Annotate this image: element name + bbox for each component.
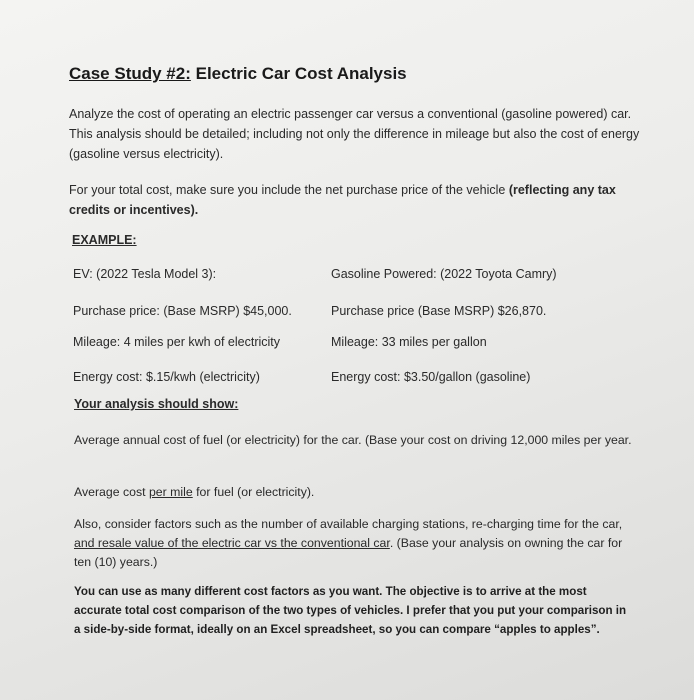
annual-cost-paragraph: Average annual cost of fuel (or electricity) for the car. (Base your cost on driving 12,000 miles per year. xyxy=(74,433,632,447)
gas-name: Gasoline Powered: (2022 Toyota Camry) xyxy=(331,267,557,281)
ev-price: Purchase price: (Base MSRP) $45,000. xyxy=(73,304,292,318)
page-title xyxy=(69,64,407,84)
per-mile-underlined: per mile xyxy=(148,485,193,499)
ev-name: EV: (2022 Tesla Model 3): xyxy=(73,267,217,281)
per-mile-paragraph xyxy=(74,482,634,502)
total-cost-text: For your total cost, make sure you include the net purchase price of the vehicle xyxy=(69,183,509,197)
total-cost-paragraph xyxy=(69,180,644,220)
analysis-heading: Your analysis should show: xyxy=(74,397,239,411)
gas-energy: Energy cost: $3.50/gallon (gasoline) xyxy=(331,370,531,384)
total-cost-bold: (reflecting any tax credits or incentives). xyxy=(69,183,616,217)
per-mile-post: for fuel (or electricity). xyxy=(192,485,315,499)
per-mile-pre: Average cost xyxy=(74,485,149,499)
example-heading: EXAMPLE: xyxy=(72,233,137,247)
title-prefix: Case Study #2: xyxy=(69,64,191,83)
gas-price: Purchase price (Base MSRP) $26,870. xyxy=(331,304,547,318)
title-rest: Electric Car Cost Analysis xyxy=(190,64,407,83)
ev-energy: Energy cost: $.15/kwh (electricity) xyxy=(73,370,260,384)
intro-paragraph: Analyze the cost of operating an electric passenger car versus a conventional (gasoline powered) car. This analysis should be detailed; including not only the difference in mileage but also the cost of energy (gasoline versus electricity). xyxy=(69,107,640,161)
factors-post: . (Base your analysis on owning the car for ten (10) years.) xyxy=(74,536,623,569)
factors-underlined: and resale value of the electric car vs the conventional car xyxy=(74,536,390,550)
gas-mileage: Mileage: 33 miles per gallon xyxy=(331,335,487,349)
closing-paragraph: You can use as many different cost factors as you want. The objective is to arrive at the most accurate total cost comparison of the two types of vehicles. I prefer that you put your comparison in a side-by-side format, ideally on an Excel spreadsheet, so you can compare “apples to apples”. xyxy=(74,585,627,636)
ev-mileage: Mileage: 4 miles per kwh of electricity xyxy=(73,335,281,349)
factors-paragraph xyxy=(74,515,634,572)
factors-pre: Also, consider factors such as the number of available charging stations, re-charging time for the car, xyxy=(74,517,623,531)
